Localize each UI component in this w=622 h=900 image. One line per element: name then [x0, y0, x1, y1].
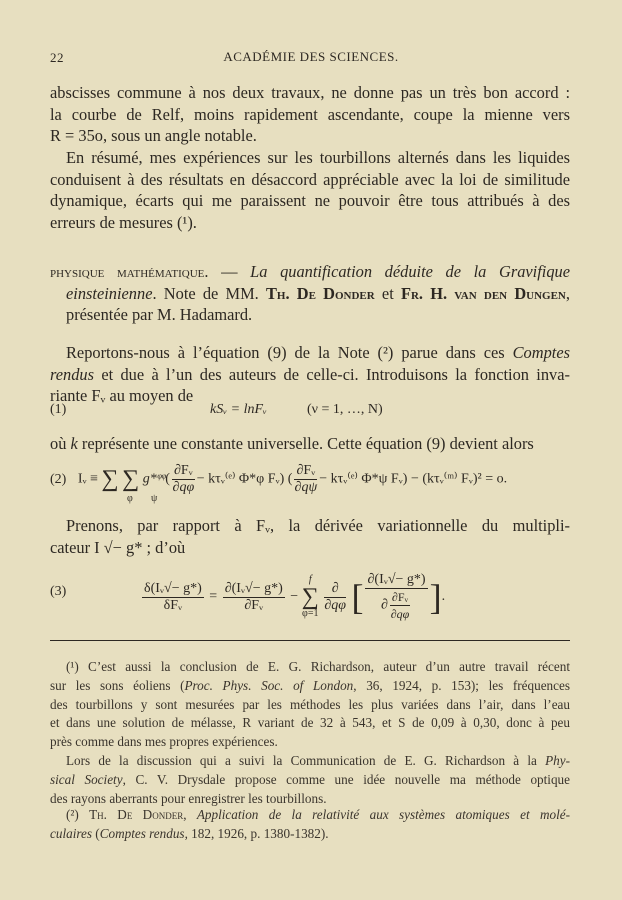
text-run: (	[92, 825, 100, 841]
term: − kτᵥ⁽ᵉ⁾ Φ*φ Fᵥ	[196, 471, 280, 487]
page-number: 22	[50, 50, 64, 65]
text-run: Comptes	[512, 343, 570, 362]
numerator: ∂(Iᵥ√− g*)	[224, 580, 283, 596]
text-run: riante Fᵥ au moyen de	[50, 386, 194, 405]
text-run: Application de la relativité aux systèmes atomiques et molé-	[196, 807, 570, 822]
sum-symbol: ∑	[301, 584, 319, 610]
text-run: La quantification déduite de la Gravifique	[250, 262, 570, 281]
footnote-line	[50, 696, 570, 714]
text-run: . Note de MM.	[152, 283, 266, 303]
text-run: présentée par M. Hadamard.	[66, 305, 253, 324]
equation-label: (3)	[50, 584, 67, 599]
summary-paragraph-line	[50, 191, 570, 211]
text-run: physique mathématique. —	[50, 262, 251, 281]
numerator: ∂Fᵥ	[391, 590, 409, 604]
denominator: δFᵥ	[163, 597, 183, 613]
text-run: et	[374, 283, 401, 303]
footnote-line	[50, 677, 570, 695]
footnote-line	[50, 714, 570, 732]
text-run: ,	[183, 807, 197, 822]
text-run: sical Society	[50, 771, 123, 787]
equals: =	[209, 589, 218, 605]
footnote-line	[66, 752, 570, 770]
text-run: près comme dans mes propres expériences.	[50, 734, 278, 750]
text-run: (²)	[66, 807, 90, 822]
text-run: R = 35o, sous un angle notable.	[50, 126, 257, 145]
text-run: et due à l’un des auteurs de celle-ci. Introduisons la fonction inva-	[94, 364, 570, 384]
prenons-paragraph-line	[50, 538, 570, 558]
text-run: conduisent à des résultats en désaccord appréciable avec la loi de similitude	[50, 169, 570, 189]
equation-1	[50, 402, 383, 418]
text-run: Lors de la discussion qui a suivi la Communication de E. G. Richardson à la	[66, 753, 546, 768]
article-title-line	[66, 305, 570, 325]
text-run: (¹) C’est aussi la conclusion de E. G. Richardson, auteur d’un autre travail récent	[66, 659, 570, 674]
equation-label: (1)	[50, 402, 67, 417]
text-run: , 36, 1924, p. 153); les fréquences	[353, 677, 570, 693]
intro-paragraph-line	[50, 365, 570, 385]
equation-label: (2)	[50, 471, 67, 487]
footnote-line	[50, 771, 570, 789]
text-run: , 182, 1926, p. 1380-1382).	[184, 825, 329, 841]
text-run: Phy-	[545, 753, 570, 768]
equation-condition: (ν = 1, …, N)	[307, 402, 383, 417]
text-run: représente une constante universelle. Cette équation (9) devient alors	[77, 434, 534, 453]
minus: −	[290, 589, 299, 605]
numerator: ∂(Iᵥ√− g*)	[367, 572, 426, 587]
prenons-paragraph-line	[66, 516, 570, 536]
continuation-paragraph-line	[50, 105, 570, 125]
fraction	[172, 463, 195, 496]
running-title: ACADÉMIE DES SCIENCES.	[223, 49, 399, 64]
fraction	[223, 581, 285, 614]
text-run: cateur I √− g* ; d’où	[50, 537, 186, 557]
footnote-line	[66, 806, 570, 824]
term: − kτᵥ⁽ᵉ⁾ Φ*ψ Fᵥ	[319, 471, 403, 487]
sum-symbol: ∑	[122, 466, 140, 492]
denominator: ∂qφ	[172, 480, 195, 495]
text-run: Reportons-nous à l’équation (9) de la Note (²) parue dans ces	[66, 343, 513, 362]
sum-index: φ	[127, 493, 133, 504]
equation-lhs: Iᵥ ≡	[77, 471, 99, 487]
denominator: ∂qφ	[324, 597, 346, 613]
partial: ∂	[381, 597, 388, 613]
fraction	[142, 581, 204, 614]
text-run: et dans une solution de mélasse, R variant de 32 à 543, et S de 0,09 à 0,30, donc à peu	[50, 715, 570, 731]
fraction	[294, 463, 317, 496]
footnote-line	[50, 790, 570, 808]
text-run: Proc. Phys. Soc. of London	[184, 677, 354, 693]
text-run: erreurs de mesures (¹).	[50, 212, 197, 232]
fraction	[365, 572, 427, 622]
summary-paragraph-line	[66, 148, 570, 168]
numerator: δ(Iᵥ√− g*)	[144, 580, 202, 596]
footnote-divider	[50, 640, 570, 641]
text-run: Th. De Donder	[265, 283, 375, 303]
text-run: Fr. H. van den Dungen	[400, 283, 566, 303]
period: .	[441, 589, 446, 605]
text-run: dynamique, écarts qui me paraissent ne pouvoir être tous attribués à des	[50, 191, 570, 210]
text-run: des rayons aberrants pour enregistrer les tourbillons.	[50, 790, 327, 806]
equation-body: kSᵥ = lnFᵥ	[210, 402, 267, 417]
denominator: ∂qφ	[390, 607, 410, 621]
footnote-line	[66, 658, 570, 676]
continuation-paragraph-line	[50, 126, 570, 146]
article-title-line	[66, 284, 570, 304]
article-title-line	[50, 262, 570, 282]
footnote-line	[50, 825, 570, 843]
continuation-paragraph-line	[50, 83, 570, 103]
denominator: ∂qψ	[294, 480, 318, 495]
text-run: rendus	[50, 364, 95, 384]
text-run: k	[70, 434, 78, 453]
numerator: ∂Fᵥ	[296, 463, 316, 478]
text-run: En résumé, mes expériences sur les tourbillons alternés dans les liquides	[66, 148, 570, 167]
equation-tail: − (kτᵥ⁽ᵐ⁾ Fᵥ)² = o.	[410, 471, 508, 487]
summary-paragraph-line	[50, 170, 570, 190]
fraction	[324, 581, 346, 614]
text-run: Comptes rendus	[99, 825, 185, 841]
summary-paragraph-line	[50, 213, 570, 233]
text-run: ,	[565, 283, 570, 303]
text-run: abscisses commune à nos deux travaux, ne donne pas un très bon accord :	[50, 83, 570, 102]
text-run: où	[50, 434, 71, 453]
numerator: ∂Fᵥ	[173, 463, 193, 478]
text-run: des tourbillons y sont mesurées par les méthodes les plus variées dans l’air, dans l’eau	[50, 696, 570, 712]
sum-symbol: ∑	[101, 466, 119, 492]
footnote-line	[50, 733, 570, 751]
text-run: culaires	[50, 825, 92, 841]
equation-2: (2) Iᵥ ≡ ∑ ∑ g*ᵠᵠ( $\frac{\text{∂Fᵥ}}{\partial q\varphi}$ − kτᵥ⁽ᵉ⁾ Φ*φ Fᵥ) ( $\frac{\text{∂Fᵥ}}{\partial q\psi}$ − kτᵥ⁽ᵉ⁾ Φ*ψ Fᵥ) − (kτᵥ⁽ᵐ⁾ Fᵥ)² = o. φ ψ	[50, 463, 508, 504]
text-run: Prenons, par rapport à Fᵥ, la dérivée variationnelle du multipli-	[66, 516, 570, 535]
text-run: sur les sons éoliens (	[50, 677, 185, 693]
numerator: ∂	[324, 581, 346, 598]
text-run: la courbe de Relf, moins rapidement ascendante, coupe la mienne vers	[50, 104, 570, 124]
sum-lower: φ=1	[302, 608, 319, 619]
intro-paragraph-line	[66, 343, 570, 363]
text-run: Th. De Donder	[89, 807, 184, 822]
k-paragraph-line	[50, 434, 570, 454]
metric-g: g*ᵠᵠ	[142, 471, 166, 487]
sum-upper: f	[308, 574, 312, 585]
sum-index: ψ	[151, 493, 158, 504]
denominator: ∂Fᵥ	[244, 597, 264, 613]
text-run: einsteinienne	[66, 283, 153, 303]
text-run: , C. V. Drysdale propose comme une idée nouvelle ma méthode optique	[122, 771, 570, 787]
